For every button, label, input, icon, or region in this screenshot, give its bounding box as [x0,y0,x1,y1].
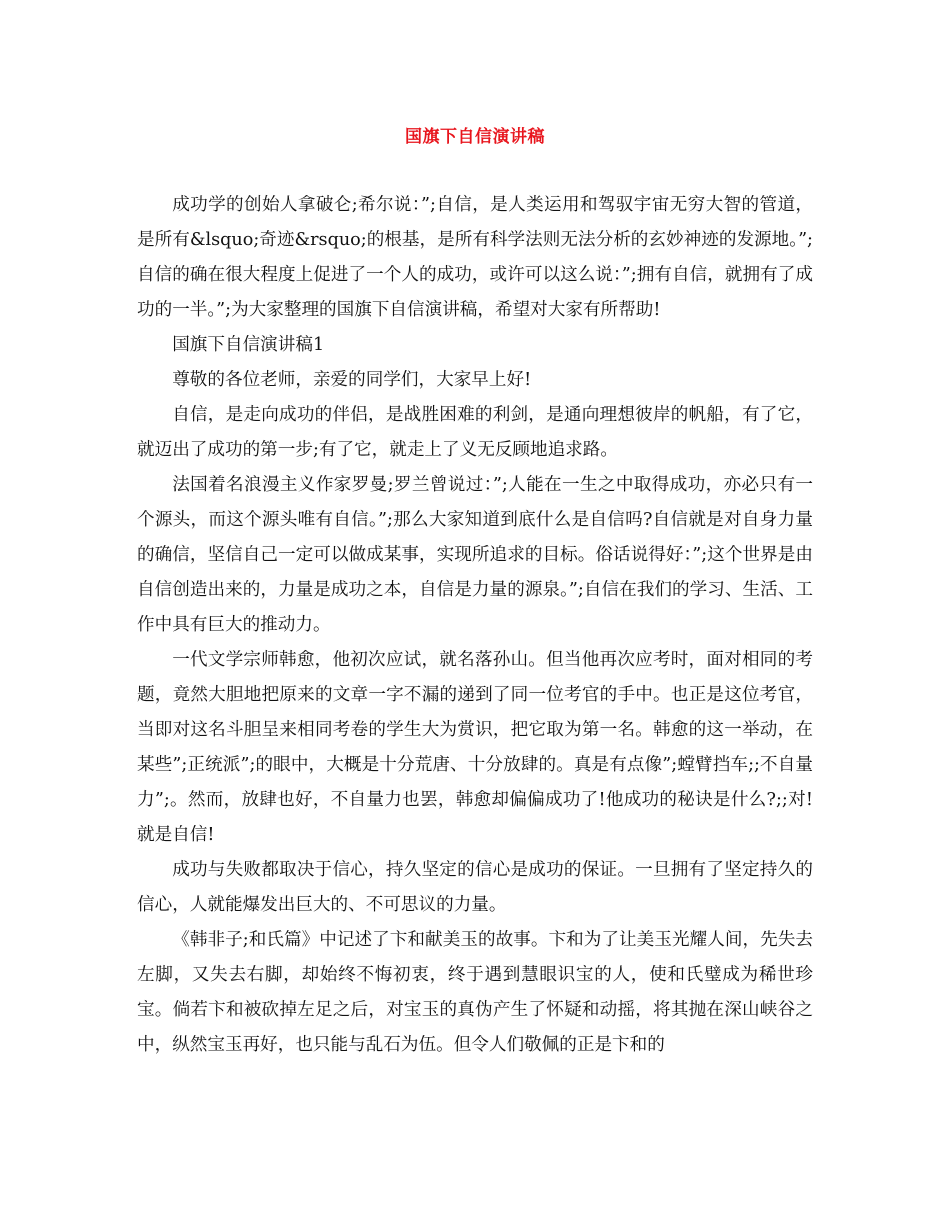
paragraph-confidence-companion: 自信，是走向成功的伴侣，是战胜困难的利剑，是通向理想彼岸的帆船，有了它，就迈出了成功的第一步;有了它，就走上了义无反顾地追求路。 [137,405,813,460]
paragraph-intro: 成功学的创始人拿破仑;希尔说：”;自信，是人类运用和驾驭宇宙无穷大智的管道，是所有&lsquo;奇迹&rsquo;的根基，是所有科学法则无法分析的玄妙神迹的发源地。”;自信的确在很大程度上促进了一个人的成功，或许可以这么说：”;拥有自信，就拥有了成功的一半。”;为大家整理的国旗下自信演讲稿，希望对大家有所帮助! [137,195,813,320]
document-body [137,188,813,1063]
paragraph-han-yu: 一代文学宗师韩愈，他初次应试，就名落孙山。但当他再次应考时，面对相同的考题，竟然大胆地把原来的文章一字不漏的递到了同一位考官的手中。也正是这位考官，当即对这名斗胆呈来相同考卷的学生大为赏识，把它取为第一名。韩愈的这一举动，在某些”;正统派”;的眼中，大概是十分荒唐、十分放肆的。真是有点像”;螳臂挡车;;不自量力”;。然而，放肆也好，不自量力也罢，韩愈却偏偏成功了!他成功的秘诀是什么?;;对!就是自信! [137,650,813,845]
paragraph-bian-he: 《韩非子;和氏篇》中记述了卞和献美玉的故事。卞和为了让美玉光耀人间，先失去左脚，又失去右脚，却始终不悔初衷，终于遇到慧眼识宝的人，使和氏璧成为稀世珍宝。倘若卞和被砍掉左足之后，对宝玉的真伪产生了怀疑和动摇，将其抛在深山峡谷之中，纵然宝玉再好，也只能与乱石为伍。但令人们敬佩的正是卞和的 [137,930,813,1055]
paragraph-romain-rolland: 法国着名浪漫主义作家罗曼;罗兰曾说过：”;人能在一生之中取得成功，亦必只有一个源头，而这个源头唯有自信。”;那么大家知道到底什么是自信吗?自信就是对自身力量的确信，坚信自己一定可以做成某事，实现所追求的目标。俗话说得好：”;这个世界是由自信创造出来的，力量是成功之本，自信是力量的源泉。”;自信在我们的学习、生活、工作中具有巨大的推动力。 [137,475,813,635]
paragraph-success-failure: 成功与失败都取决于信心，持久坚定的信心是成功的保证。一旦拥有了坚定持久的信心，人就能爆发出巨大的、不可思议的力量。 [137,860,813,915]
paragraph-section-heading: 国旗下自信演讲稿1 [172,335,325,355]
document-title: 国旗下自信演讲稿 [405,127,545,147]
paragraph-greeting: 尊敬的各位老师，亲爱的同学们，大家早上好! [172,370,532,390]
